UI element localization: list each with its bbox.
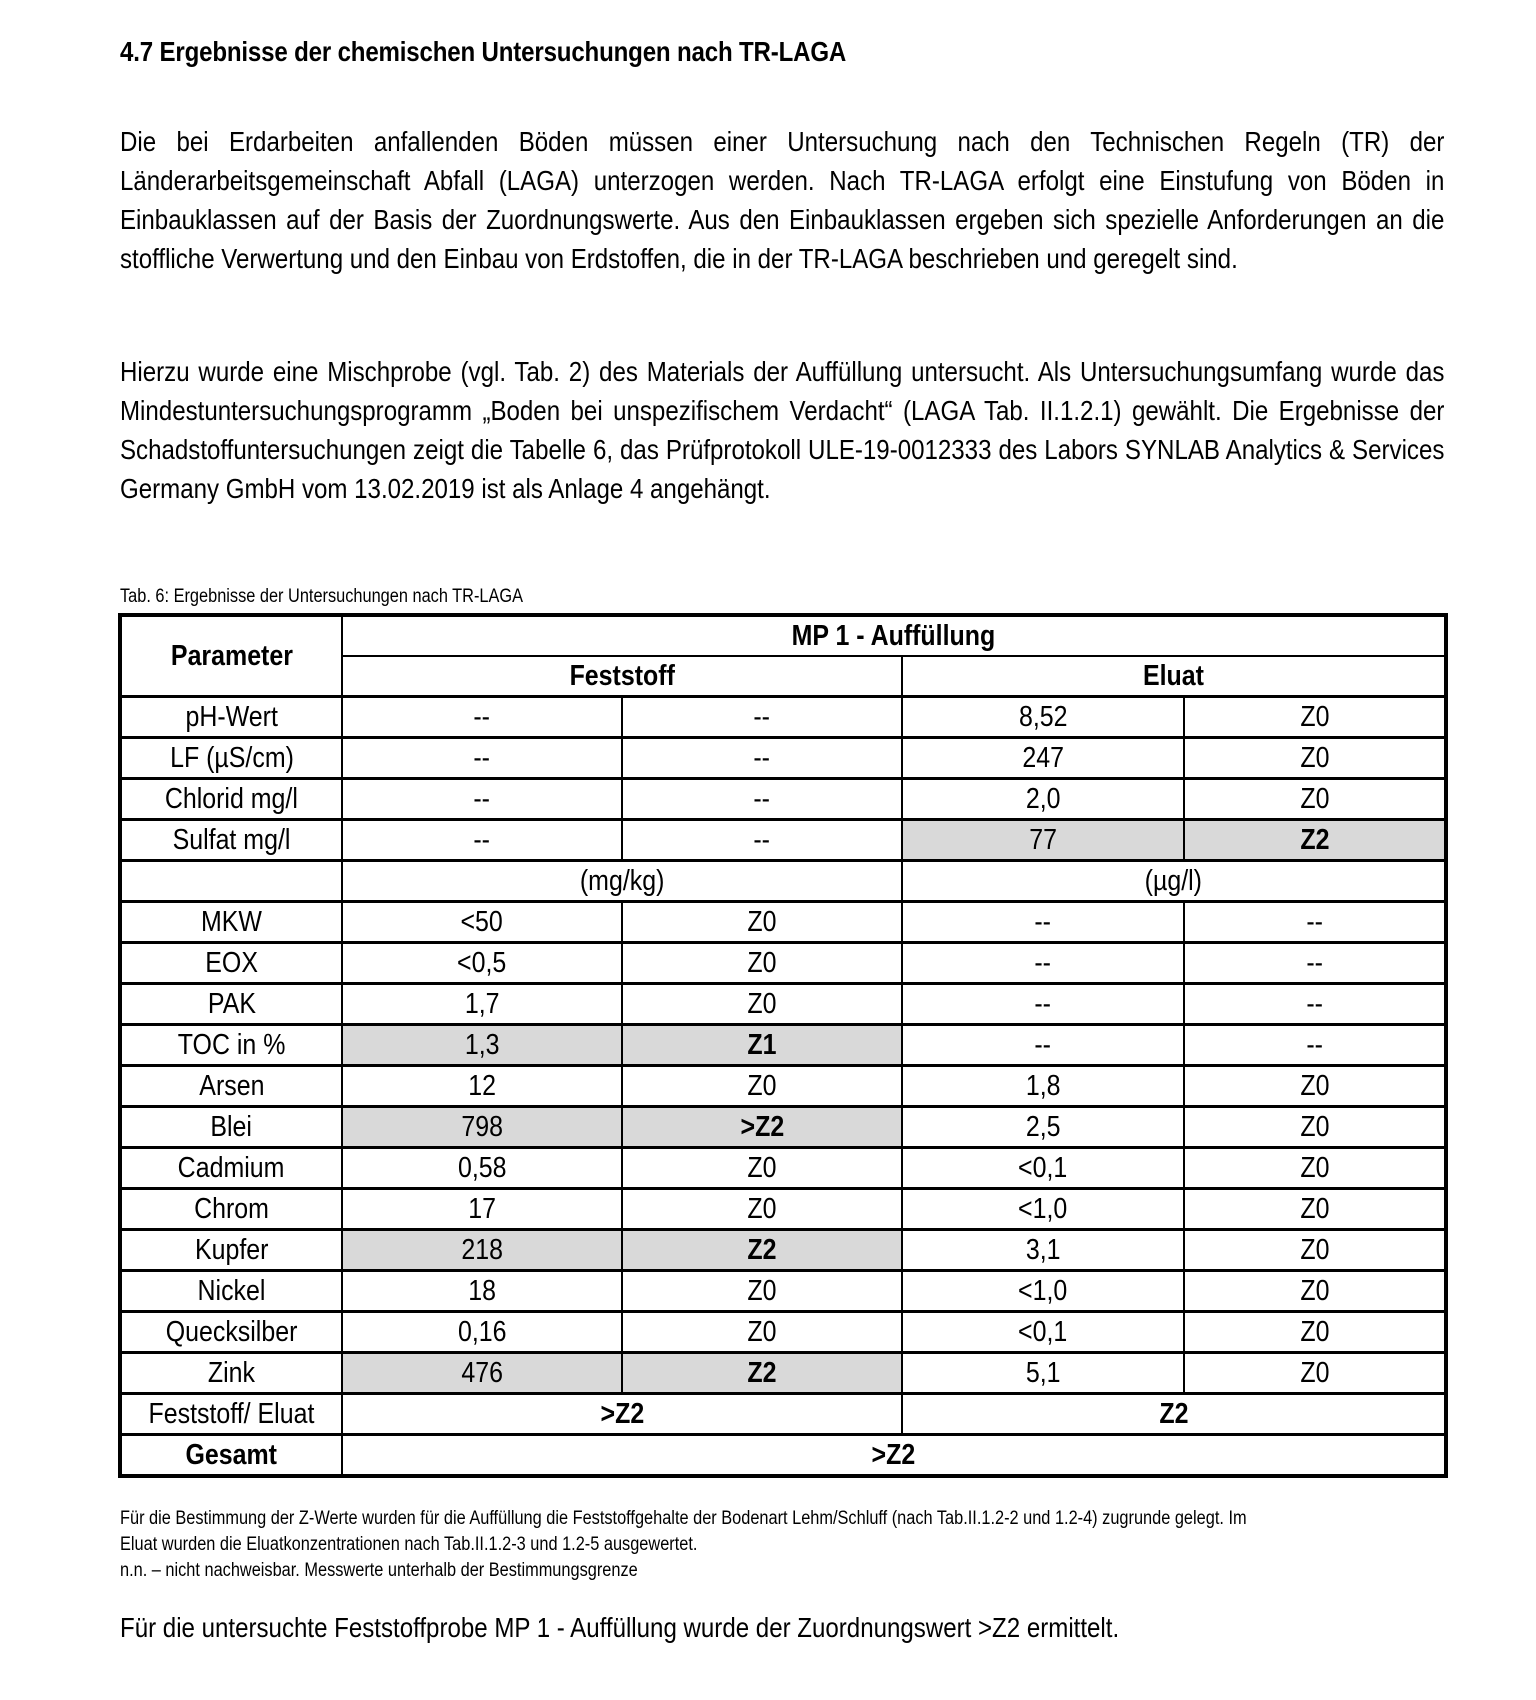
parameter-cell: Quecksilber <box>120 1312 342 1353</box>
eluat-z-cell: Z0 <box>1184 1066 1446 1107</box>
unit-eluat: (µg/l) <box>902 861 1446 902</box>
feststoff-value-cell: -- <box>342 697 622 738</box>
eluat-z-cell: Z0 <box>1184 779 1446 820</box>
table-row <box>120 943 1446 984</box>
eluat-value-cell: 8,52 <box>902 697 1184 738</box>
eluat-z-cell: Z0 <box>1184 697 1446 738</box>
eluat-z-cell: -- <box>1184 902 1446 943</box>
table-row <box>120 820 1446 861</box>
table-row <box>120 1271 1446 1312</box>
table-row <box>120 1312 1446 1353</box>
feststoff-value-cell: 798 <box>342 1107 622 1148</box>
table-row <box>120 1353 1446 1394</box>
eluat-z-cell: -- <box>1184 943 1446 984</box>
eluat-value-cell: 3,1 <box>902 1230 1184 1271</box>
eluat-value-cell: 247 <box>902 738 1184 779</box>
eluat-value-cell: <1,0 <box>902 1189 1184 1230</box>
feststoff-z-cell: Z0 <box>622 1312 902 1353</box>
feststoff-value-cell: 1,7 <box>342 984 622 1025</box>
footnote-line: Für die Bestimmung der Z-Werte wurden für die Auffüllung die Feststoffgehalte der Bodenart Lehm/Schluff (nach Tab.II.1.2-2 und 1.2-4) zugrunde gelegt. Im <box>120 1508 1247 1529</box>
summary-row <box>120 1394 1446 1435</box>
feststoff-z-cell: Z0 <box>622 902 902 943</box>
eluat-value-cell: 2,5 <box>902 1107 1184 1148</box>
eluat-value-cell: 5,1 <box>902 1353 1184 1394</box>
eluat-z-cell: Z0 <box>1184 1353 1446 1394</box>
method-paragraph-text: Hierzu wurde eine Mischprobe (vgl. Tab. 2) des Materials der Auffüllung untersucht. Als Untersuchungsumfang wurde das Mindestuntersuchungsprogramm „Boden bei unspezifischem Verdacht“ (LAGA Tab. II.1.2.1) gewählt. Die Ergebnisse der Schadstoffuntersuchungen zeigt die Tabelle 6, das Prüfprotokoll ULE-19-0012333 des Labors SYNLAB Analytics & Services Germany GmbH vom 13.02.2019 ist als Anlage 4 angehängt. <box>120 356 1445 504</box>
table-row <box>120 1230 1446 1271</box>
header-parameter: Parameter <box>120 615 342 697</box>
parameter-cell: Arsen <box>120 1066 342 1107</box>
summary-feststoff: >Z2 <box>342 1394 902 1435</box>
parameter-cell: PAK <box>120 984 342 1025</box>
feststoff-value-cell: -- <box>342 820 622 861</box>
table-row <box>120 1148 1446 1189</box>
total-label: Gesamt <box>120 1435 342 1477</box>
intro-paragraph <box>120 122 1444 278</box>
header-eluat: Eluat <box>902 656 1446 697</box>
parameter-cell: TOC in % <box>120 1025 342 1066</box>
header-feststoff: Feststoff <box>342 656 902 697</box>
eluat-value-cell: -- <box>902 1025 1184 1066</box>
feststoff-value-cell: <50 <box>342 902 622 943</box>
table-caption: Tab. 6: Ergebnisse der Untersuchungen nach TR-LAGA <box>120 586 523 607</box>
eluat-value-cell: -- <box>902 984 1184 1025</box>
feststoff-value-cell: 17 <box>342 1189 622 1230</box>
eluat-value-cell: -- <box>902 902 1184 943</box>
eluat-value-cell: 2,0 <box>902 779 1184 820</box>
eluat-z-cell: Z0 <box>1184 1148 1446 1189</box>
table-row <box>120 1025 1446 1066</box>
eluat-value-cell: -- <box>902 943 1184 984</box>
feststoff-z-cell: >Z2 <box>622 1107 902 1148</box>
table-row <box>120 779 1446 820</box>
eluat-value-cell: <0,1 <box>902 1148 1184 1189</box>
summary-eluat: Z2 <box>902 1394 1446 1435</box>
total-value: >Z2 <box>342 1435 1446 1477</box>
feststoff-value-cell: 476 <box>342 1353 622 1394</box>
parameter-cell: Nickel <box>120 1271 342 1312</box>
eluat-z-cell: Z0 <box>1184 1271 1446 1312</box>
units-row <box>120 861 1446 902</box>
feststoff-value-cell: 0,16 <box>342 1312 622 1353</box>
eluat-value-cell: <1,0 <box>902 1271 1184 1312</box>
feststoff-value-cell: <0,5 <box>342 943 622 984</box>
feststoff-z-cell: -- <box>622 697 902 738</box>
parameter-cell: Zink <box>120 1353 342 1394</box>
feststoff-z-cell: Z0 <box>622 1148 902 1189</box>
header-row-sample <box>120 615 1446 656</box>
footnote-line: n.n. – nicht nachweisbar. Messwerte unterhalb der Bestimmungsgrenze <box>120 1560 638 1581</box>
parameter-cell: Blei <box>120 1107 342 1148</box>
intro-paragraph-text: Die bei Erdarbeiten anfallenden Böden müssen einer Untersuchung nach den Technischen Regeln (TR) der Länderarbeitsgemeinschaft Abfall (LAGA) unterzogen werden. Nach TR-LAGA erfolgt eine Einstufung von Böden in Einbauklassen auf der Basis der Zuordnungswerte. Aus den Einbauklassen ergeben sich spezielle Anforderungen an die stoffliche Verwertung und den Einbau von Erdstoffen, die in der TR-LAGA beschrieben und geregelt sind. <box>120 126 1445 274</box>
eluat-z-cell: -- <box>1184 1025 1446 1066</box>
feststoff-value-cell: 218 <box>342 1230 622 1271</box>
eluat-z-cell: Z0 <box>1184 1230 1446 1271</box>
eluat-value-cell: 1,8 <box>902 1066 1184 1107</box>
eluat-z-cell: Z0 <box>1184 1107 1446 1148</box>
feststoff-value-cell: -- <box>342 779 622 820</box>
table-footnotes <box>120 1506 1444 1584</box>
parameter-cell: EOX <box>120 943 342 984</box>
parameter-cell: MKW <box>120 902 342 943</box>
footnote-line: Eluat wurden die Eluatkonzentrationen nach Tab.II.1.2-3 und 1.2-5 ausgewertet. <box>120 1534 698 1555</box>
feststoff-z-cell: Z0 <box>622 984 902 1025</box>
parameter-cell: LF (µS/cm) <box>120 738 342 779</box>
parameter-cell: pH-Wert <box>120 697 342 738</box>
feststoff-z-cell: Z2 <box>622 1353 902 1394</box>
parameter-cell: Kupfer <box>120 1230 342 1271</box>
table-row <box>120 697 1446 738</box>
eluat-z-cell: Z0 <box>1184 1189 1446 1230</box>
feststoff-z-cell: -- <box>622 779 902 820</box>
feststoff-z-cell: Z0 <box>622 1189 902 1230</box>
conclusion-text: Für die untersuchte Feststoffprobe MP 1 - Auffüllung wurde der Zuordnungswert >Z2 ermittelt. <box>120 1612 1120 1643</box>
table-row <box>120 1107 1446 1148</box>
eluat-value-cell: 77 <box>902 820 1184 861</box>
results-table <box>118 613 1448 1478</box>
method-paragraph <box>120 352 1444 508</box>
table-row <box>120 738 1446 779</box>
parameter-cell: Chrom <box>120 1189 342 1230</box>
feststoff-z-cell: -- <box>622 738 902 779</box>
feststoff-value-cell: 1,3 <box>342 1025 622 1066</box>
table-row <box>120 984 1446 1025</box>
feststoff-value-cell: 12 <box>342 1066 622 1107</box>
feststoff-z-cell: -- <box>622 820 902 861</box>
table-row <box>120 902 1446 943</box>
summary-label: Feststoff/ Eluat <box>120 1394 342 1435</box>
feststoff-z-cell: Z1 <box>622 1025 902 1066</box>
feststoff-value-cell: -- <box>342 738 622 779</box>
feststoff-value-cell: 18 <box>342 1271 622 1312</box>
header-sample: MP 1 - Auffüllung <box>342 615 1446 656</box>
feststoff-z-cell: Z0 <box>622 943 902 984</box>
feststoff-z-cell: Z0 <box>622 1066 902 1107</box>
feststoff-z-cell: Z2 <box>622 1230 902 1271</box>
eluat-z-cell: -- <box>1184 984 1446 1025</box>
eluat-z-cell: Z0 <box>1184 1312 1446 1353</box>
feststoff-value-cell: 0,58 <box>342 1148 622 1189</box>
table-row <box>120 1189 1446 1230</box>
unit-feststoff: (mg/kg) <box>342 861 902 902</box>
table-row <box>120 1066 1446 1107</box>
section-heading: 4.7 Ergebnisse der chemischen Untersuchungen nach TR-LAGA <box>120 36 847 67</box>
eluat-z-cell: Z2 <box>1184 820 1446 861</box>
feststoff-z-cell: Z0 <box>622 1271 902 1312</box>
parameter-cell: Cadmium <box>120 1148 342 1189</box>
eluat-z-cell: Z0 <box>1184 738 1446 779</box>
parameter-cell: Sulfat mg/l <box>120 820 342 861</box>
eluat-value-cell: <0,1 <box>902 1312 1184 1353</box>
parameter-cell: Chlorid mg/l <box>120 779 342 820</box>
units-empty-cell <box>120 861 342 902</box>
total-row <box>120 1435 1446 1477</box>
